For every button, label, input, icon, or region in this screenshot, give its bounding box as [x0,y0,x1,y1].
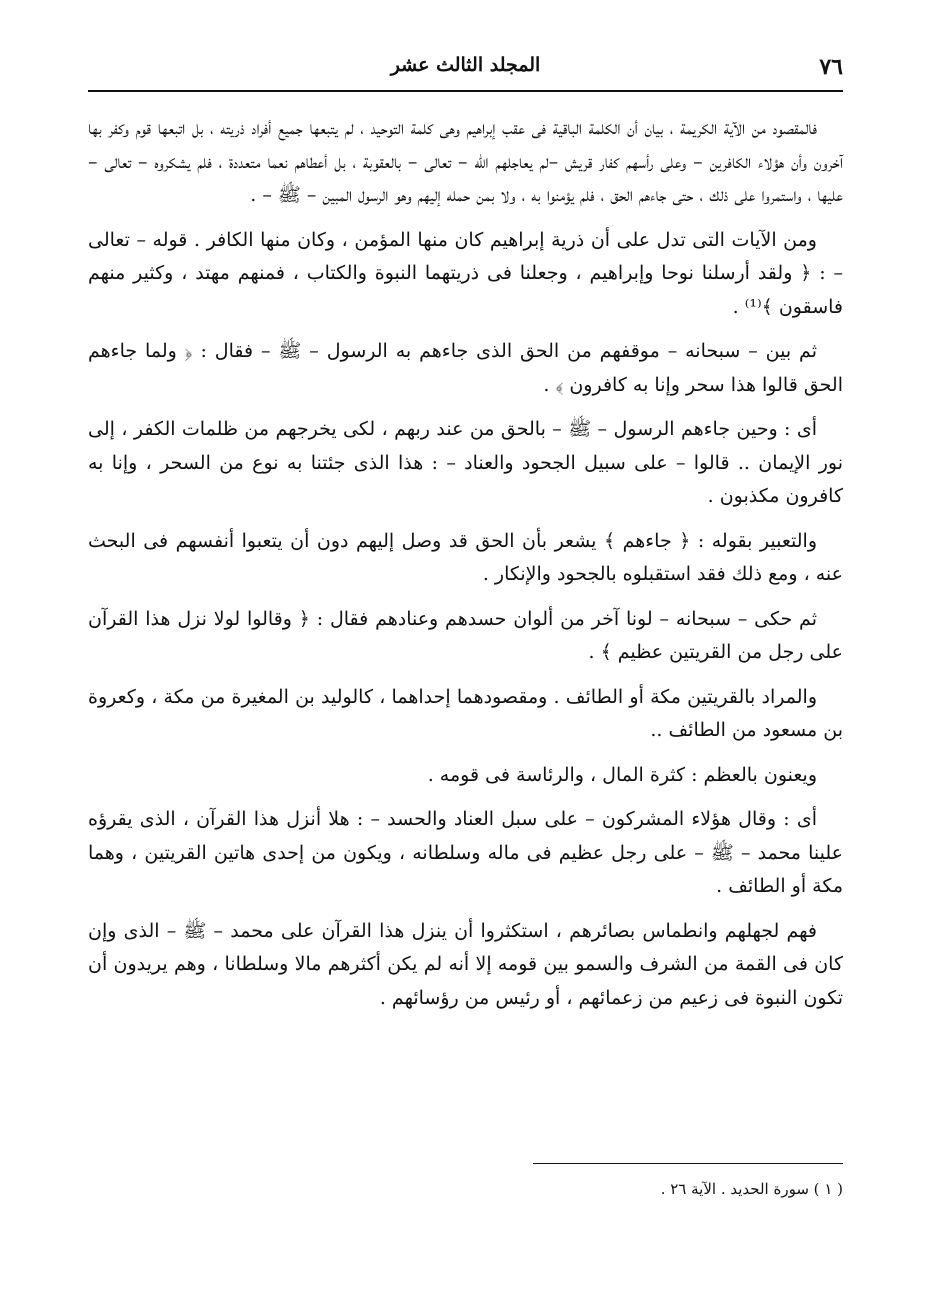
paragraph-8: ويعنون بالعظم : كثرة المال ، والرئاسة فى قومه . [427,763,817,786]
footnote: ( ١ ) سورة الحديد . الآية ٢٦ . [660,1180,843,1198]
body-text [88,112,843,1015]
paragraph-9: أى : وقال هؤلاء المشركون – على سبل العناد والحسد – : هلا أنزل هذا القرآن ، الذى يقرؤه علينا محمد – ﷺ – على رجل عظيم فى ماله وسلطانه ، ويكون من إحدى هاتين القريتين ، وهما مكة أو الطائف . [88,808,843,897]
page-header [88,52,843,92]
paragraph-3: ثم بين – سبحانه – موقفهم من الحق الذى جاءهم به الرسول – ﷺ – فقال : ﴿ ولما جاءهم الحق قالوا هذا سحر وإنا به كافرون ﴾ . [88,340,843,396]
paragraph-7: والمراد بالقريتين مكة أو الطائف . ومقصودهما إحداهما ، كالوليد بن المغيرة من مكة ، وكعروة بن مسعود من الطائف .. [88,685,843,741]
paragraph-6: ثم حكى – سبحانه – لونا آخر من ألوان حسدهم وعنادهم فقال : ﴿ وقالوا لولا نزل هذا القرآن على رجل من القريتين عظيم ﴾ . [88,607,843,663]
page-number: ٧٦ [819,54,843,80]
paragraph-4: أى : وحين جاءهم الرسول – ﷺ – بالحق من عند ربهم ، لكى يخرجهم من ظلمات الكفر ، إلى نور الإيمان .. قالوا – على سبيل الجحود والعناد – : هذا الذى جئتنا به نوع من السحر ، وإنا به كافرون مكذبون . [88,418,843,507]
paragraph-5: والتعبير بقوله : ﴿ جاءهم ﴾ يشعر بأن الحق قد وصل إليهم دون أن يتعبوا أنفسهم فى البحث عنه ، ومع ذلك فقد استقبلوه بالجحود والإنكار . [88,529,843,585]
paragraph-1: فالمقصود من الآية الكريمة ، بيان أن الكلمة الباقية فى عقب إبراهيم وهى كلمة التوحيد ، لم يتبعها جميع أفراد ذريته ، بل اتبعها قوم وكفر بها آخرون وأن هؤلاء الكافرين – وعلى رأسهم كفار قريش –لم يعاجلهم الله – تعالى – بالعقوبة ، بل أعطاهم نعما متعددة ، فلم يشكروه – تعالى – عليها ، واستمروا على ذلك ، حتى جاءهم الحق ، فلم يؤمنوا به ، ولا بمن حمله إليهم وهو الرسول المبين – ﷺ – . [88,117,843,206]
page [88,52,843,1026]
footnote-divider [533,1163,843,1164]
volume-title: المجلد الثالث عشر [390,54,541,76]
paragraph-10: فهم لجهلهم وانطماس بصائرهم ، استكثروا أن ينزل هذا القرآن على محمد – ﷺ – الذى وإن كان فى القمة من الشرف والسمو بين قومه إلا أنه لم يكن أكثرهم مالا وسلطانا ، وهم يريدون أن تكون النبوة فى زعيم من زعمائهم ، أو رئيس من رؤسائهم . [88,919,843,1009]
paragraph-2: ومن الآيات التى تدل على أن ذرية إبراهيم كان منها المؤمن ، وكان منها الكافر . قوله – تعالى – : ﴿ ولقد أرسلنا نوحا وإبراهيم ، وجعلنا فى ذريتهما النبوة والكتاب ، فمنهم مهتد ، وكثير منهم فاسقون ﴾⁽¹⁾ . [88,228,843,318]
